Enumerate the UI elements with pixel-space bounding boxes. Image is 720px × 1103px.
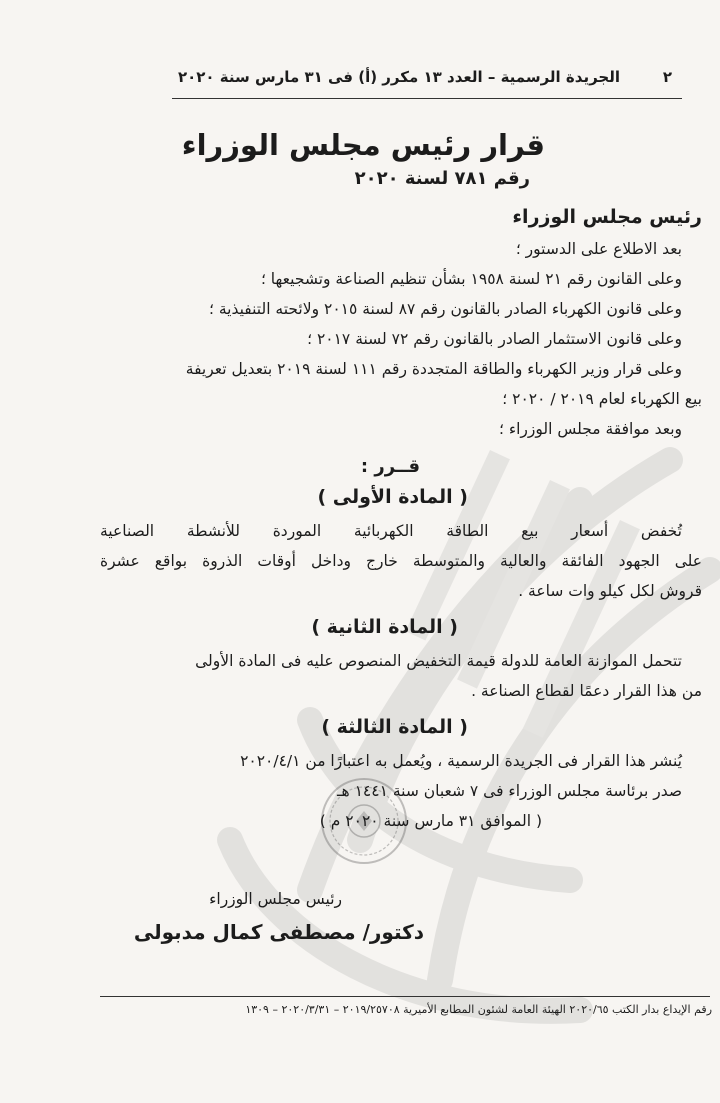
decree-title: قرار رئيس مجلس الوزراء bbox=[181, 128, 545, 162]
preamble-line: بعد الاطلاع على الدستور ؛ bbox=[515, 240, 682, 258]
preamble-line: وبعد موافقة مجلس الوزراء ؛ bbox=[498, 420, 682, 438]
article-heading: ( المادة الثالثة ) bbox=[321, 716, 468, 738]
page-number: ٢ bbox=[662, 68, 672, 86]
decree-number: رقم ٧٨١ لسنة ٢٠٢٠ bbox=[354, 168, 530, 189]
article-line: قروش لكل كيلو وات ساعة . bbox=[518, 582, 702, 600]
page-header bbox=[160, 68, 680, 94]
running-title: الجريدة الرسمية – العدد ١٣ مكرر (أ) فى ٣١ مارس سنة ٢٠٢٠ bbox=[177, 68, 620, 86]
deposit-footer: رقم الإيداع بدار الكتب ٢٠٢٠/٦٥ الهيئة العامة لشئون المطابع الأميرية ٢٠١٩/٢٥٧٠٨ – ٢٠٢٠/٣/٣١ – ١٣٠٩ bbox=[245, 1003, 712, 1016]
issued-line: صدر برئاسة مجلس الوزراء فى ٧ شعبان سنة ١٤٤١ هـ bbox=[336, 782, 682, 800]
article-heading: ( المادة الأولى ) bbox=[317, 486, 468, 508]
decided-heading: قــرر : bbox=[360, 456, 420, 477]
article-line: يُنشر هذا القرار فى الجريدة الرسمية ، ويُعمل به اعتبارًا من ٢٠٢٠/٤/١ bbox=[240, 752, 682, 770]
preamble-line: وعلى قانون الاستثمار الصادر بالقانون رقم ٧٢ لسنة ٢٠١٧ ؛ bbox=[307, 330, 682, 348]
preamble-line: وعلى القانون رقم ٢١ لسنة ١٩٥٨ بشأن تنظيم الصناعة وتشجيعها ؛ bbox=[260, 270, 682, 288]
article-line: تتحمل الموازنة العامة للدولة قيمة التخفيض المنصوص عليه فى المادة الأولى bbox=[195, 652, 682, 670]
preamble-line: بيع الكهرباء لعام ٢٠١٩ / ٢٠٢٠ ؛ bbox=[502, 390, 702, 408]
issuer-heading: رئيس مجلس الوزراء bbox=[512, 206, 702, 228]
header-divider bbox=[172, 98, 682, 99]
article-line: على الجهود الفائقة والعالية والمتوسطة خارج وداخل أوقات الذروة بواقع عشرة bbox=[100, 552, 702, 570]
issued-line: ( الموافق ٣١ مارس سنة ٢٠٢٠ م ) bbox=[319, 812, 542, 830]
signature-name: دكتور/ مصطفى كمال مدبولى bbox=[133, 920, 424, 944]
preamble-line: وعلى قانون الكهرباء الصادر بالقانون رقم ٨٧ لسنة ٢٠١٥ ولائحته التنفيذية ؛ bbox=[208, 300, 682, 318]
article-heading: ( المادة الثانية ) bbox=[311, 616, 458, 638]
preamble-line: وعلى قرار وزير الكهرباء والطاقة المتجددة رقم ١١١ لسنة ٢٠١٩ بتعديل تعريفة bbox=[185, 360, 682, 378]
article-line: من هذا القرار دعمًا لقطاع الصناعة . bbox=[471, 682, 702, 700]
signature-title: رئيس مجلس الوزراء bbox=[209, 890, 342, 908]
article-line: تُخفض أسعار بيع الطاقة الكهربائية الموردة للأنشطة الصناعية bbox=[100, 522, 682, 540]
footer-divider bbox=[100, 996, 710, 997]
